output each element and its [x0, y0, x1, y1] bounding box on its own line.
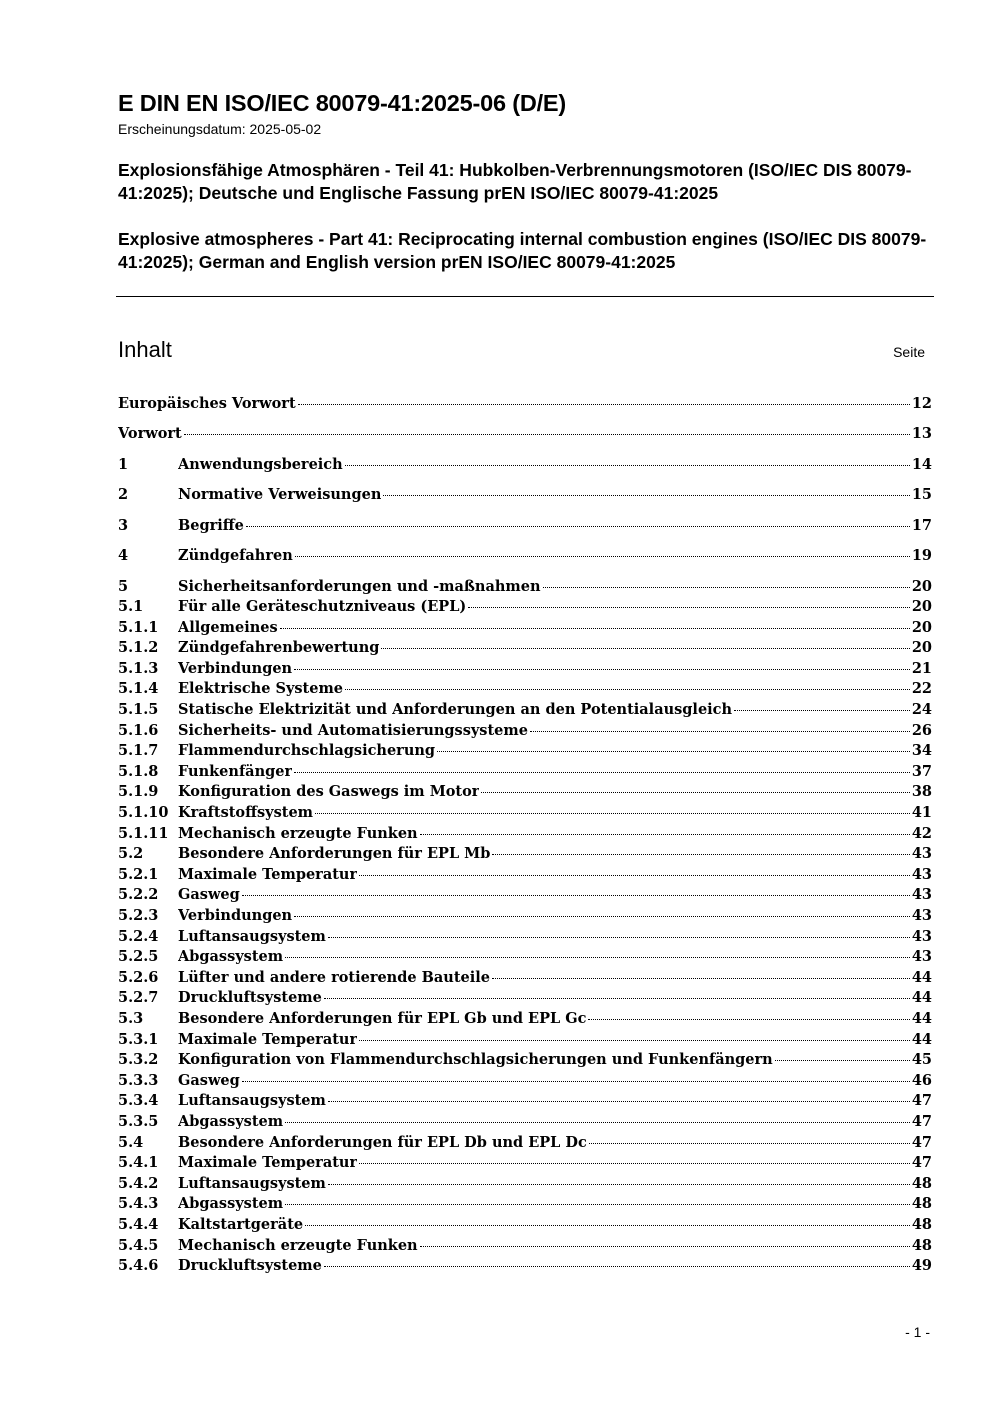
toc-entry-title: Abgassystem — [178, 948, 284, 966]
toc-entry-number: 5.1.3 — [118, 659, 159, 677]
toc-dot-leader — [242, 1081, 910, 1082]
toc-entry-page: 42 — [911, 824, 932, 842]
toc-dot-leader — [285, 957, 910, 958]
toc-dot-leader — [295, 556, 910, 557]
toc-entry-title: Europäisches Vorwort — [118, 395, 296, 412]
toc-entry-page: 14 — [911, 456, 932, 473]
toc-entry-page: 48 — [911, 1174, 932, 1192]
toc-entry-page: 37 — [911, 762, 932, 780]
toc-dot-leader — [184, 434, 910, 435]
toc-entry-number: 5.2 — [118, 845, 144, 863]
toc-entry-number: 5.3.2 — [118, 1051, 159, 1069]
toc-entry[interactable] — [118, 1152, 932, 1173]
toc-entry[interactable] — [118, 1029, 932, 1050]
toc-entry-title: Maximale Temperatur — [178, 1154, 358, 1172]
toc-dot-leader — [588, 1019, 909, 1020]
toc-entry[interactable] — [118, 1111, 932, 1132]
toc-entry-number: 5.2.2 — [118, 886, 159, 904]
toc-entry-number: 5.1.8 — [118, 762, 159, 780]
toc-entry-number: 5.2.3 — [118, 907, 159, 924]
toc-entry-number: 5.3.4 — [118, 1092, 159, 1110]
toc-entry[interactable] — [118, 596, 932, 617]
toc-dot-leader — [734, 710, 910, 711]
toc-dot-leader — [328, 1184, 910, 1185]
toc-entry-page: 44 — [911, 989, 932, 1007]
toc-entry-number: 5.4.6 — [118, 1257, 159, 1275]
toc-dot-leader — [298, 404, 910, 405]
toc-entry[interactable] — [118, 761, 932, 782]
toc-entry-page: 43 — [911, 845, 932, 863]
toc-entry-title: Anwendungsbereich — [178, 456, 343, 473]
toc-entry-number: 5.2.1 — [118, 865, 159, 883]
toc-entry-number: 5.1.5 — [118, 701, 159, 718]
toc-entry-page: 20 — [911, 639, 932, 657]
toc-dot-leader — [492, 854, 909, 855]
toc-entry-title: Sicherheitsanforderungen und -maßnahmen — [178, 578, 541, 595]
toc-dot-leader — [775, 1060, 910, 1061]
toc-entry[interactable] — [118, 637, 932, 658]
toc-entry-page: 24 — [911, 701, 932, 718]
toc-entry-number: 5.1.7 — [118, 742, 159, 760]
toc-entry[interactable] — [118, 658, 932, 679]
toc-entry-page: 45 — [911, 1051, 932, 1069]
toc-entry-title: Mechanisch erzeugte Funken — [178, 824, 418, 842]
toc-entry-number: 5.1 — [118, 598, 144, 615]
toc-entry-number: 5.4 — [118, 1133, 144, 1151]
toc-entry[interactable] — [118, 1235, 932, 1256]
toc-dot-leader — [530, 731, 910, 732]
toc-entry-number: 5.1.4 — [118, 680, 159, 698]
toc-entry[interactable] — [118, 905, 932, 926]
toc-entry[interactable] — [118, 843, 932, 864]
toc-entry-number: 5 — [118, 578, 129, 595]
toc-dot-leader — [328, 937, 910, 938]
toc-entry-title: Allgemeines — [178, 618, 278, 636]
toc-entry[interactable] — [118, 926, 932, 947]
toc-entry[interactable] — [118, 393, 932, 414]
toc-entry[interactable] — [118, 678, 932, 699]
toc-dot-leader — [345, 689, 910, 690]
toc-entry-page: 46 — [911, 1071, 932, 1089]
toc-entry-title: Funkenfänger — [178, 762, 293, 780]
toc-entry[interactable] — [118, 884, 932, 905]
toc-entry-number: 2 — [118, 486, 129, 503]
toc-entry-title: Druckluftsysteme — [178, 989, 322, 1007]
toc-entry-page: 38 — [911, 783, 932, 801]
toc-entry-number: 5.4.5 — [118, 1236, 159, 1254]
toc-entry[interactable] — [118, 515, 932, 536]
toc-entry-number: 3 — [118, 517, 129, 534]
toc-dot-leader — [246, 526, 910, 527]
toc-entry-number: 5.3.3 — [118, 1071, 159, 1089]
toc-entry[interactable] — [118, 1193, 932, 1214]
toc-dot-leader — [324, 998, 910, 999]
toc-entry[interactable] — [118, 781, 932, 802]
toc-entry-page: 44 — [911, 968, 932, 986]
toc-entry[interactable] — [118, 740, 932, 761]
toc-dot-leader — [345, 465, 910, 466]
toc-entry-page: 15 — [911, 486, 932, 503]
toc-entry[interactable] — [118, 1132, 932, 1153]
toc-entry-page: 43 — [911, 948, 932, 966]
toc-entry-number: 5.2.5 — [118, 948, 159, 966]
toc-entry-number: 5.3 — [118, 1010, 144, 1027]
toc-dot-leader — [468, 607, 910, 608]
toc-entry-title: Kaltstartgeräte — [178, 1216, 304, 1233]
toc-entry-page: 49 — [911, 1257, 932, 1275]
toc-entry-page: 34 — [911, 742, 932, 760]
toc-entry-page: 48 — [911, 1236, 932, 1254]
toc-entry-page: 43 — [911, 886, 932, 904]
toc-entry-title: Vorwort — [118, 425, 182, 442]
toc-entry-number: 5.1.11 — [118, 824, 169, 842]
toc-dot-leader — [285, 1122, 910, 1123]
toc-entry-page: 21 — [911, 659, 932, 677]
toc-dot-leader — [420, 834, 910, 835]
toc-entry[interactable] — [118, 946, 932, 967]
toc-entry[interactable] — [118, 617, 932, 638]
toc-dot-leader — [359, 875, 910, 876]
toc-entry[interactable] — [118, 484, 932, 505]
toc-dot-leader — [359, 1040, 910, 1041]
toc-entry-page: 47 — [911, 1154, 932, 1172]
toc-entry-title: Elektrische Systeme — [178, 680, 344, 698]
toc-entry-page: 47 — [911, 1092, 932, 1110]
toc-entry-page: 43 — [911, 907, 932, 924]
toc-entry-title: Luftansaugsystem — [178, 1174, 326, 1192]
title-english: Explosive atmospheres - Part 41: Reciprocating internal combustion engines (ISO/IEC DIS 80079-41:2025); German and English version prEN ISO/IEC 80079-41:2025 — [118, 229, 927, 272]
toc-entry-title: Konfiguration des Gaswegs im Motor — [178, 783, 480, 801]
toc-entry[interactable] — [118, 720, 932, 741]
toc-entry[interactable] — [118, 1070, 932, 1091]
toc-dot-leader — [420, 1246, 910, 1247]
toc-dot-leader — [381, 648, 909, 649]
toc-dot-leader — [280, 628, 910, 629]
toc-dot-leader — [437, 751, 910, 752]
toc-entry-number: 5.1.6 — [118, 721, 159, 739]
toc-entry[interactable] — [118, 987, 932, 1008]
toc-dot-leader — [324, 1266, 910, 1267]
toc-entry-title: Besondere Anforderungen für EPL Mb — [178, 845, 491, 863]
toc-dot-leader — [543, 587, 910, 588]
toc-entry-number: 5.3.1 — [118, 1030, 159, 1048]
toc-entry-page: 20 — [911, 598, 932, 615]
toc-entry-title: Lüfter und andere rotierende Bauteile — [178, 968, 490, 986]
toc-entry-title: Begriffe — [178, 517, 244, 534]
toc-entry-number: 5.4.2 — [118, 1174, 159, 1192]
toc-entry-title: Kraftstoffsystem — [178, 804, 314, 821]
toc-entry-title: Statische Elektrizität und Anforderungen an den Potentialausgleich — [178, 701, 733, 718]
toc-entry-page: 20 — [911, 618, 932, 636]
toc-entry[interactable] — [118, 823, 932, 844]
toc-dot-leader — [383, 495, 909, 496]
toc-dot-leader — [328, 1101, 910, 1102]
toc-entry-page: 43 — [911, 927, 932, 945]
toc-entry-title: Gasweg — [178, 886, 240, 904]
toc-entry-number: 5.4.1 — [118, 1154, 159, 1172]
toc-dot-leader — [492, 978, 910, 979]
toc-entry[interactable] — [118, 1090, 932, 1111]
toc-entry-number: 5.1.1 — [118, 618, 159, 636]
toc-entry-number: 5.2.6 — [118, 968, 159, 986]
toc-entry[interactable] — [118, 1255, 932, 1276]
toc-entry-page: 13 — [911, 425, 932, 442]
toc-entry-title: Flammendurchschlagsicherung — [178, 742, 436, 760]
toc-entry-number: 5.1.9 — [118, 783, 159, 801]
toc-entry-page: 43 — [911, 865, 932, 883]
toc-dot-leader — [359, 1163, 910, 1164]
toc-entry-page: 20 — [911, 578, 932, 595]
toc-entry-title: Druckluftsysteme — [178, 1257, 322, 1275]
toc-entry-title: Besondere Anforderungen für EPL Gb und EPL Gc — [178, 1010, 587, 1027]
toc-entry-number: 4 — [118, 547, 129, 564]
toc-entry-title: Normative Verweisungen — [178, 486, 382, 503]
toc-entry-title: Sicherheits- und Automatisierungssysteme — [178, 721, 528, 739]
toc-dot-leader — [242, 895, 910, 896]
toc-entry-title: Abgassystem — [178, 1113, 284, 1130]
toc-entry[interactable] — [118, 802, 932, 823]
page-number: - 1 - — [905, 1324, 930, 1340]
toc-entry[interactable] — [118, 576, 932, 597]
toc-heading: Inhalt — [118, 337, 172, 362]
toc-entry[interactable] — [118, 1008, 932, 1029]
toc-dot-leader — [285, 1204, 910, 1205]
toc-dot-leader — [294, 669, 910, 670]
toc-entry-title: Verbindungen — [178, 659, 293, 677]
toc-entry-page: 44 — [911, 1030, 932, 1048]
toc-dot-leader — [294, 772, 910, 773]
toc-entry-page: 12 — [911, 395, 932, 412]
toc-entry-page: 47 — [911, 1113, 932, 1130]
toc-entry-title: Besondere Anforderungen für EPL Db und EPL Dc — [178, 1133, 587, 1151]
toc-entry-number: 1 — [118, 456, 129, 473]
toc-dot-leader — [589, 1143, 910, 1144]
toc-entry-title: Luftansaugsystem — [178, 927, 326, 945]
toc-entry[interactable] — [118, 454, 932, 475]
toc-entry-title: Zündgefahrenbewertung — [178, 639, 380, 657]
publication-date: Erscheinungsdatum: 2025-05-02 — [118, 121, 322, 137]
toc-entry-title: Verbindungen — [178, 907, 293, 924]
toc-dot-leader — [481, 792, 909, 793]
toc-entry-number: 5.2.4 — [118, 927, 159, 945]
toc-entry-title: Zündgefahren — [178, 547, 293, 564]
toc-entry-number: 5.2.7 — [118, 989, 159, 1007]
table-of-contents — [118, 0, 932, 1403]
toc-entry[interactable] — [118, 864, 932, 885]
title-german: Explosionsfähige Atmosphären - Teil 41: Hubkolben-Verbrennungsmotoren (ISO/IEC DIS 80079-41:2025); Deutsche und Englische Fassung prEN ISO/IEC 80079-41:2025 — [118, 160, 912, 203]
toc-entry[interactable] — [118, 967, 932, 988]
toc-entry-title: Maximale Temperatur — [178, 1030, 358, 1048]
toc-entry[interactable] — [118, 545, 932, 566]
toc-entry-title: Gasweg — [178, 1071, 240, 1089]
toc-entry-number: 5.1.10 — [118, 804, 169, 821]
document-id: E DIN EN ISO/IEC 80079-41:2025-06 (D/E) — [118, 90, 567, 116]
toc-entry-page: 48 — [911, 1195, 932, 1213]
toc-entry-page: 22 — [911, 680, 932, 698]
toc-entry-number: 5.4.3 — [118, 1195, 159, 1213]
toc-entry[interactable] — [118, 1214, 932, 1235]
toc-entry-number: 5.4.4 — [118, 1216, 159, 1233]
toc-entry-page: 17 — [911, 517, 932, 534]
toc-entry-title: Konfiguration von Flammendurchschlagsicherungen und Funkenfängern — [178, 1051, 773, 1069]
toc-entry-number: 5.1.2 — [118, 639, 159, 657]
toc-entry-page: 44 — [911, 1010, 932, 1027]
page-column-label: Seite — [893, 344, 925, 360]
toc-entry-page: 26 — [911, 721, 932, 739]
toc-entry-title: Luftansaugsystem — [178, 1092, 326, 1110]
toc-dot-leader — [315, 813, 910, 814]
toc-dot-leader — [305, 1225, 910, 1226]
toc-entry[interactable] — [118, 423, 932, 444]
toc-entry-title: Für alle Geräteschutzniveaus (EPL) — [178, 598, 467, 615]
toc-entry[interactable] — [118, 1049, 932, 1070]
toc-entry[interactable] — [118, 699, 932, 720]
toc-entry-title: Abgassystem — [178, 1195, 284, 1213]
toc-entry-page: 19 — [911, 547, 932, 564]
toc-entry-number: 5.3.5 — [118, 1113, 159, 1130]
toc-dot-leader — [294, 916, 910, 917]
toc-entry-page: 47 — [911, 1133, 932, 1151]
toc-entry-page: 48 — [911, 1216, 932, 1233]
toc-entry-page: 41 — [911, 804, 932, 821]
toc-entry-title: Maximale Temperatur — [178, 865, 358, 883]
toc-entry-title: Mechanisch erzeugte Funken — [178, 1236, 418, 1254]
toc-entry[interactable] — [118, 1173, 932, 1194]
